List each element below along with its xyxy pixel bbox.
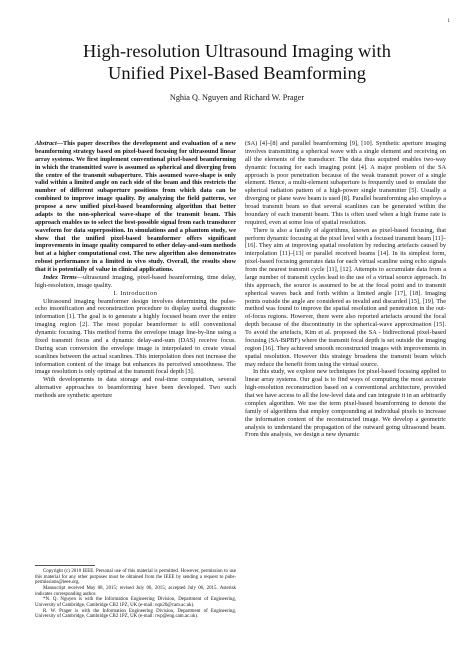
footnote-divider [35,565,95,566]
index-terms: Index Terms—ultrasound imaging, pixel-based beamforming, time delay, high-resolution, image quality. [35,273,236,289]
footnotes [35,569,236,620]
body-paragraph: With developments in data storage and real-time computation, several alternative approaches to beamforming have been developed. Two such methods are synthetic aperture [35,376,236,399]
footnote-manuscript: Manuscript received May 08, 2015; revised July 06, 2015; accepted July 06, 2015. Asterisk indicates corresponding author. [35,585,236,597]
page-number: 1 [447,19,450,24]
section-heading: I. Introduction [113,289,158,297]
left-column [35,140,236,400]
index-terms-label: Index Terms [43,273,77,281]
body-paragraph: In this study, we explore new techniques for pixel-based focusing applied to linear array systems. Our goal is to find ways of computing the most accurate high-resolution reconstruction based on a conventional architecture, provided that we have access to all the low-level data and can integrate it in an arbitrarily complex algorithm. We use the term pixel-based beamforming to denote the family of algorithms that employ compounding at individual pixels to increase the information content of the reconstructed image. We develop a geometric analysis to understand the propagation of the outward going ultrasound beam. From this analysis, we design a new dynamic [245,368,446,439]
author-list: Nghia Q. Nguyen and Richard W. Prager [169,93,305,102]
body-paragraph: (SA) [4]–[8] and parallel beamforming [9], [10]. Synthetic aperture imaging involves transmitting a spherical wave with a single element and receiving on all the elements of the transducer. The data thus acquired enables two-way dynamic focusing for each imaging point [4]. A major problem of the SA approach is poor penetration because of the weak transmit power of a single element. Hence, a multi-element subaperture is frequently used to emulate the spherical radiation pattern of a high-power single transmitter [5]. Usually a diverging or plane wave beam is used [8]. Parallel beamforming also employs a broad transmit beam so that several scanlines can be generated within the boundary of each transmit beam. This is often used when a high frame rate is required, even at some loss of spatial resolution. [245,140,446,226]
title-line-1: High-resolution Ultrasound Imaging with [83,41,391,61]
abstract-text: This paper describes the development and evaluation of a new beamforming strategy based on pixel-based focusing for ultrasound linear array systems. We first implement conventional pixel-based beamforming in which the transmitted wave is assumed as spherical and diverging from the centre of the transmit subaperture. This assumed wave-shape is only valid within a limited angle on each side of the beam and this restricts the number of different subaperture positions from which data can be combined to improve image quality. By analyzing the field patterns, we propose a new unified pixel-based beamforming algorithm that better adapts to the non-spherical wave-shape of the transmit beam. This approach enables us to select the best-possible signal from each transducer waveform for data superposition. In simulations and a phantom study, we show that the unified pixel-based beamformer offers significant improvements in image quality compared to other delay-and-sum methods but at a higher computational cost. The new algorithm also demonstrates robust performance in a limited in vivo study. Overall, the results show that it is potentially of value in clinical applications. [35,140,236,273]
index-terms-text: ultrasound imaging, pixel-based beamforming, time delay, high-resolution, image quality. [35,273,236,289]
paper-title [0,40,474,84]
body-paragraph: Ultrasound imaging beamformer design involves determining the pulse-echo insonification and reconstruction procedure to display useful diagnostic information [1]. The goal is to generate a highly focused beam over the entire imaging region [2]. The most popular beamformer is still conventional dynamic focusing. This method forms the envelope image line-by-line using a fixed transmit focus and a dynamic delay-and-sum (DAS) receive focus. During scan conversion the envelope image is interpolated to create visual scanlines between the actual scanlines. This interpolation does not increase the information content of the image but enhances its perceived smoothness. The image resolution is only optimal at the transmit focal depth [3]. [35,297,236,376]
footnote-copyright: Copyright (c) 2010 IEEE. Personal use of this material is permitted. However, permission to use this material for any other purposes must be obtained from the IEEE by sending a request to pubs-permissions@ieee.org. [35,569,236,586]
footnote-author-2: R. W. Prager is with the Information Engineering Division, Department of Engineering, University of Cambridge, Cambridge CB2 1PZ, UK (e-mail: rwp@eng.cam.ac.uk). [35,608,236,620]
abstract-label: Abstract [35,140,57,147]
title-line-2: Unified Pixel-Based Beamforming [108,63,366,83]
footnote-author-1: *N. Q. Nguyen is with the Information Engineering Division, Department of Engineering, University of Cambridge, Cambridge CB2 1PZ, UK (e-mail: nqn20@cam.ac.uk). [35,597,236,608]
body-paragraph: There is also a family of algorithms, known as pixel-based focusing, that perform dynamic focusing at the pixel level with a focused transmit beam [11]–[16]. They aim at improving spatial resolution by reducing artefacts caused by interpolation [11]–[13] or parallel received beams [14]. In its simplest form, pixel-based focusing generates data for each virtual scanline using echo signals from the nearest transmit cycle [11], [12]. Attempts to accumulate data from a large number of transmit cycles lead to the use of a virtual source approach. In this approach, the source is assumed to be at the focal point and to transmit spherical waves back and forth within a limited angle [17], [18]. Imaging points outside the angle are considered as invalid and discarded [15], [19]. The method was found to improve the spatial resolution and penetration in the out-of-focus regions. However, there were also reported artefacts around the focal depth because of the discontinuity in the spherical-wave approximation [15]. To avoid the artefacts, Kim et al. proposed the SA - bidirectional pixel-based focusing (SA-BiPBF) where the transmit focal depth is set outside the imaging region [16]. They achieved smooth reconstructed images with improvements in spatial resolution. However this strategy broadens the transmit beam which may reduce the benefit from using the virtual source. [245,226,446,368]
abstract: Abstract—This paper describes the development and evaluation of a new beamforming strategy based on pixel-based focusing for ultrasound linear array systems. We first implement conventional pixel-based beamforming in which the transmitted wave is assumed as spherical and diverging from the centre of the transmit subaperture. This assumed wave-shape is only valid within a limited angle on each side of the beam and this restricts the number of different subaperture positions from which data can be combined to improve image quality. By analyzing the field patterns, we propose a new unified pixel-based beamforming algorithm that better adapts to the non-spherical wave-shape of the transmit beam. This approach enables us to select the best-possible signal from each transducer waveform for data superposition. In simulations and a phantom study, we show that the unified pixel-based beamformer offers significant improvements in image quality compared to other delay-and-sum methods but at a higher computational cost. The new algorithm also demonstrates robust performance in a limited in vivo study. Overall, the results show that it is potentially of value in clinical applications. [35,140,236,273]
right-column [245,140,446,439]
